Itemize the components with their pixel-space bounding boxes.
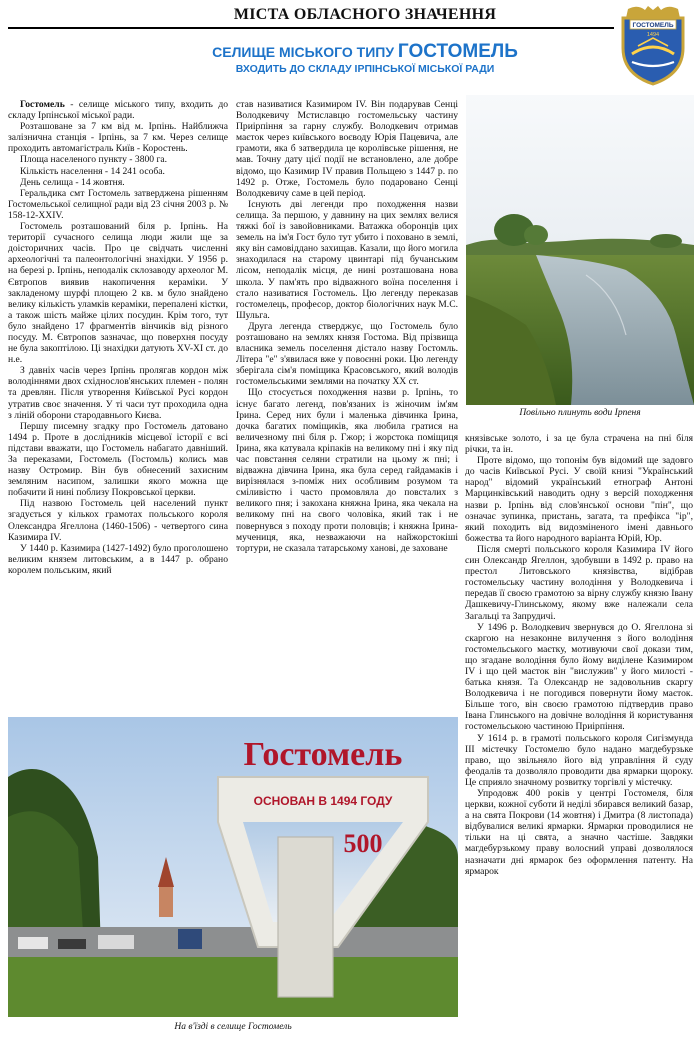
paragraph: Проте відомо, що топонім був відомий ще задовго до часів Київської Русі. У своїй книзі "Український народ" відомий український етнограф Антоні Марцинківський наводить одну з версій походження назви р. Ірпінь від слов'янської основи "пін", що означає зупинка, пристань, загата, та префікса "ір", який походить від видозміненого імені давнього божества та його народного варіанта Юрій, Юр. xyxy=(465,455,693,544)
paragraph: Гостомель розташований біля р. Ірпінь. На території сучасного селища люди жили ще за доісторичних часів. Про це свідчать численні археологічні та палеонтологічні знахідки. У 1956 р. на березі р. Ірпінь, неподалік склозаводу археолог М. Євтропов виявив накопичення кераміки. У закладеному шурфі площею 2 кв. м було знайдено велику кількість уламків кераміки, перепалені кістки, а також шість майже цілих посудин. Крім того, тут було знайдено 17 фрагментів вінчиків від різного посуду. М. Євтропов зазначає, що поверхня посуду не була закоптілою. Ці знахідки датують ХV-ХІ ст. до н.е. xyxy=(8,221,228,366)
paragraph: З давніх часів через Ірпінь пролягав кордон між володіннями двох східнослов'янських племен - полян та древлян. Після утворення Київської Русі кордон утратив своє значення. У ті часи тут проходила одна з ліній оборони стародавнього Києва. xyxy=(8,365,228,421)
paragraph: У 1496 р. Володкевич звернувся до О. Ягеллона зі скаргою на незаконне вилучення з його володіння гостомельського маєтку, мотивуючи свої докази тим, що згадане володіння було йому виділене Казимиром IV і що цей маєток він "вислужив" у його милості - батька князя. Та Олександр не задовольнив скаргу Володкевича і не погодився повернути йому маєток. Більше того, він своєю грамотою підтвердив право Івана Глинського на довічне володіння й користування гостомельською частиною Приірпіння. xyxy=(465,621,693,733)
paragraph: У 1440 р. Казимира (1427-1492) було проголошено великим князем литовським, а в 1447 р. обрано королем польським, який xyxy=(8,542,228,576)
paragraph: У 1614 р. в грамоті польського короля Сигізмунда III містечку Гостомелю було надано магдебурзьке право, що звільняло його від управління й суду феодалів та дозволяло проводити два ярмарки щороку. Це сприяло значному розвитку торгівлі у містечку. xyxy=(465,732,693,788)
paragraph: Існують дві легенди про походження назви селища. За першою, у давнину на цих землях велися тяжкі бої із завойовниками. Ватажка оборонців цих земель на ім'я Гост було тут убито і поховано в землі, яку він самовіддано захищав. Казали, що його могила знаходилася на старому цвинтарі під бучанським лісом, неподалік місця, де нині розташована нова школа. У пам'ять про відважного воїна поселення і стало називатися Гостомель. Цю легенду переказав гостомелець, професор, доктор біологічних наук М.С. Шульга. xyxy=(236,198,458,321)
paragraph: Розташоване за 7 км від м. Ірпінь. Найближча залізнична станція - Ірпінь, за 7 км. Через селище проходить автомагістраль Київ - Коростень. xyxy=(8,121,228,155)
paragraph: Першу писемну згадку про Гостомель датовано 1494 р. Проте в дослідників місцевої історії є всі підстави вважати, що Гостомель набагато давніший. За переказами, Гостомель (Гостомль) колись мав назву Остромир. Він був обнесений захисним земляним насипом, залишки якого можна ще побачити й нині поблизу Покровської церкви. xyxy=(8,420,228,499)
entrance-sign-photo xyxy=(8,717,458,1017)
river-photo-caption: Повільно плинуть води Ірпеня xyxy=(519,408,641,418)
paragraph-text: князівське золото, і за це була страчена на пні біля річки, та ін. xyxy=(465,433,693,456)
svg-text:ГОСТОМЕЛЬ: ГОСТОМЕЛЬ xyxy=(632,22,674,29)
paragraph: Площа населеного пункту - 3800 га. xyxy=(20,154,168,166)
paragraph: Друга легенда стверджує, що Гостомель було розташовано на землях князя Гостома. Від прізвища власника земель поселення дістало назву Гостомль. Літера "е" з'явилася вже у повоєнні роки. Цю легенду зберігала сім'я поміщика Красовського, який володів гостомельськими землями на початку ХХ ст. xyxy=(236,320,458,388)
article-column-3 xyxy=(465,433,693,1056)
section-title: МІСТА ОБЛАСНОГО ЗНАЧЕННЯ xyxy=(233,6,497,23)
sign-name-text: Гостомель xyxy=(243,736,403,773)
header-rule xyxy=(8,27,614,29)
paragraph: Геральдика смт Гостомель затверджена рішенням Гостомельської селищної ради від 23 січня 2003 р. № 158-12-ХХІV. xyxy=(8,187,228,221)
river-photo xyxy=(466,95,694,405)
paragraph: Упродовж 400 років у центрі Гостомеля, біля церкви, кожної суботи й неділі збирався великий базар, а на свята Покрови (14 жовтня) і Дмитра (8 листопада) відбувалися великі ярмарки. Ярмарки проводилися не тільки на ці свята, а значно частіше. Завдяки магдебурзькому праву волосний управі дозволялося назначати дні ярмарок без оформлення патенту. На ярмарок xyxy=(465,788,693,877)
paragraph: Після смерті польського короля Казимира IV його син Олександр Ягеллон, здобувши в 1492 р. право на престол Литовського князівства, відібрав гостомельську частину володіння у Володкевича і передав її своєю грамотою за вірну службу князю Івану Дашкевичу-Глинському, якому вже належали села Загальці та Запрудичі. xyxy=(465,543,693,622)
article-column-1 xyxy=(8,99,228,711)
sign-anniversary-text: 500 xyxy=(343,829,383,858)
lead-term: Гостомель xyxy=(20,99,65,110)
coat-of-arms-icon xyxy=(618,4,688,86)
paragraph-text: - селище міського типу, входить до складу Ірпінської міської ради. xyxy=(8,99,228,122)
headline-name: ГОСТОМЕЛЬ xyxy=(397,41,518,62)
paragraph xyxy=(8,99,228,121)
headline-subtitle: ВХОДИТЬ ДО СКЛАДУ ІРПІНСЬКОЇ МІСЬКОЇ РАДИ xyxy=(235,63,495,75)
svg-text:1494: 1494 xyxy=(646,32,660,38)
paragraph-text: став називатися Казимиром IV. Він подарував Сенці Володкевичу Мстиславцю гостомельську частину Приірпіння за гарну службу. Володкевич отримав маєток через київського воєводу Юрія Пацевича, але грамоти, яка б затвердила це королівське рішення, не мав. Точну дату цієї події не встановлено, але добре відомо, що Казимир IV правив Польщею з 1447 р. по 1492 р. Отже, Гостомель було подаровано Сенці Володкевичу саме в цей період. xyxy=(236,99,458,199)
paragraph xyxy=(236,99,458,199)
paragraph: Під назвою Гостомель цей населений пункт згадується у кількох грамотах польського короля Олександра Ягеллона (1460-1506) - четвертого сина Казимира IV. xyxy=(8,498,228,543)
article-headline xyxy=(150,42,580,76)
paragraph: Що стосується походження назви р. Ірпінь, то існує багато легенд, пов'язаних із жіночим ім'ям Ірина. Серед них були і маленька дівчинка Ірина, дочка багатих поміщиків, яка любила гратися на величезному пні біля р. Гжор; і жорстока поміщиця Ірина, яка катувала кріпаків на великому пні і яку під час повстання селяни стратили на цьому ж пні; і відважна дівчина Ірина, яка була серед гайдамаків і вирізнялася з-поміж них особливим розумом та сміливістю і часто промовляла до повсталих з великого пня; і закохана княжна Ірина, яка чекала на великому пні на свого чоловіка, який так і не повернувся з походу проти половців; і княжна Ірина-мучениця, яка, незважаючи на найжорстокіші тортури, не сказала татарському ханові, де заховане xyxy=(236,387,458,554)
article-column-2 xyxy=(236,99,458,711)
paragraph xyxy=(465,433,693,455)
paragraph: День селища - 14 жовтня. xyxy=(20,176,125,188)
sign-founded-text: ОСНОВАН В 1494 ГОДУ xyxy=(253,794,393,808)
sign-photo-caption: На в'їзді в селище Гостомель xyxy=(174,1022,292,1032)
headline-prefix: СЕЛИЩЕ МІСЬКОГО ТИПУ xyxy=(212,44,395,60)
paragraph: Кількість населення - 14 241 особа. xyxy=(20,165,165,177)
